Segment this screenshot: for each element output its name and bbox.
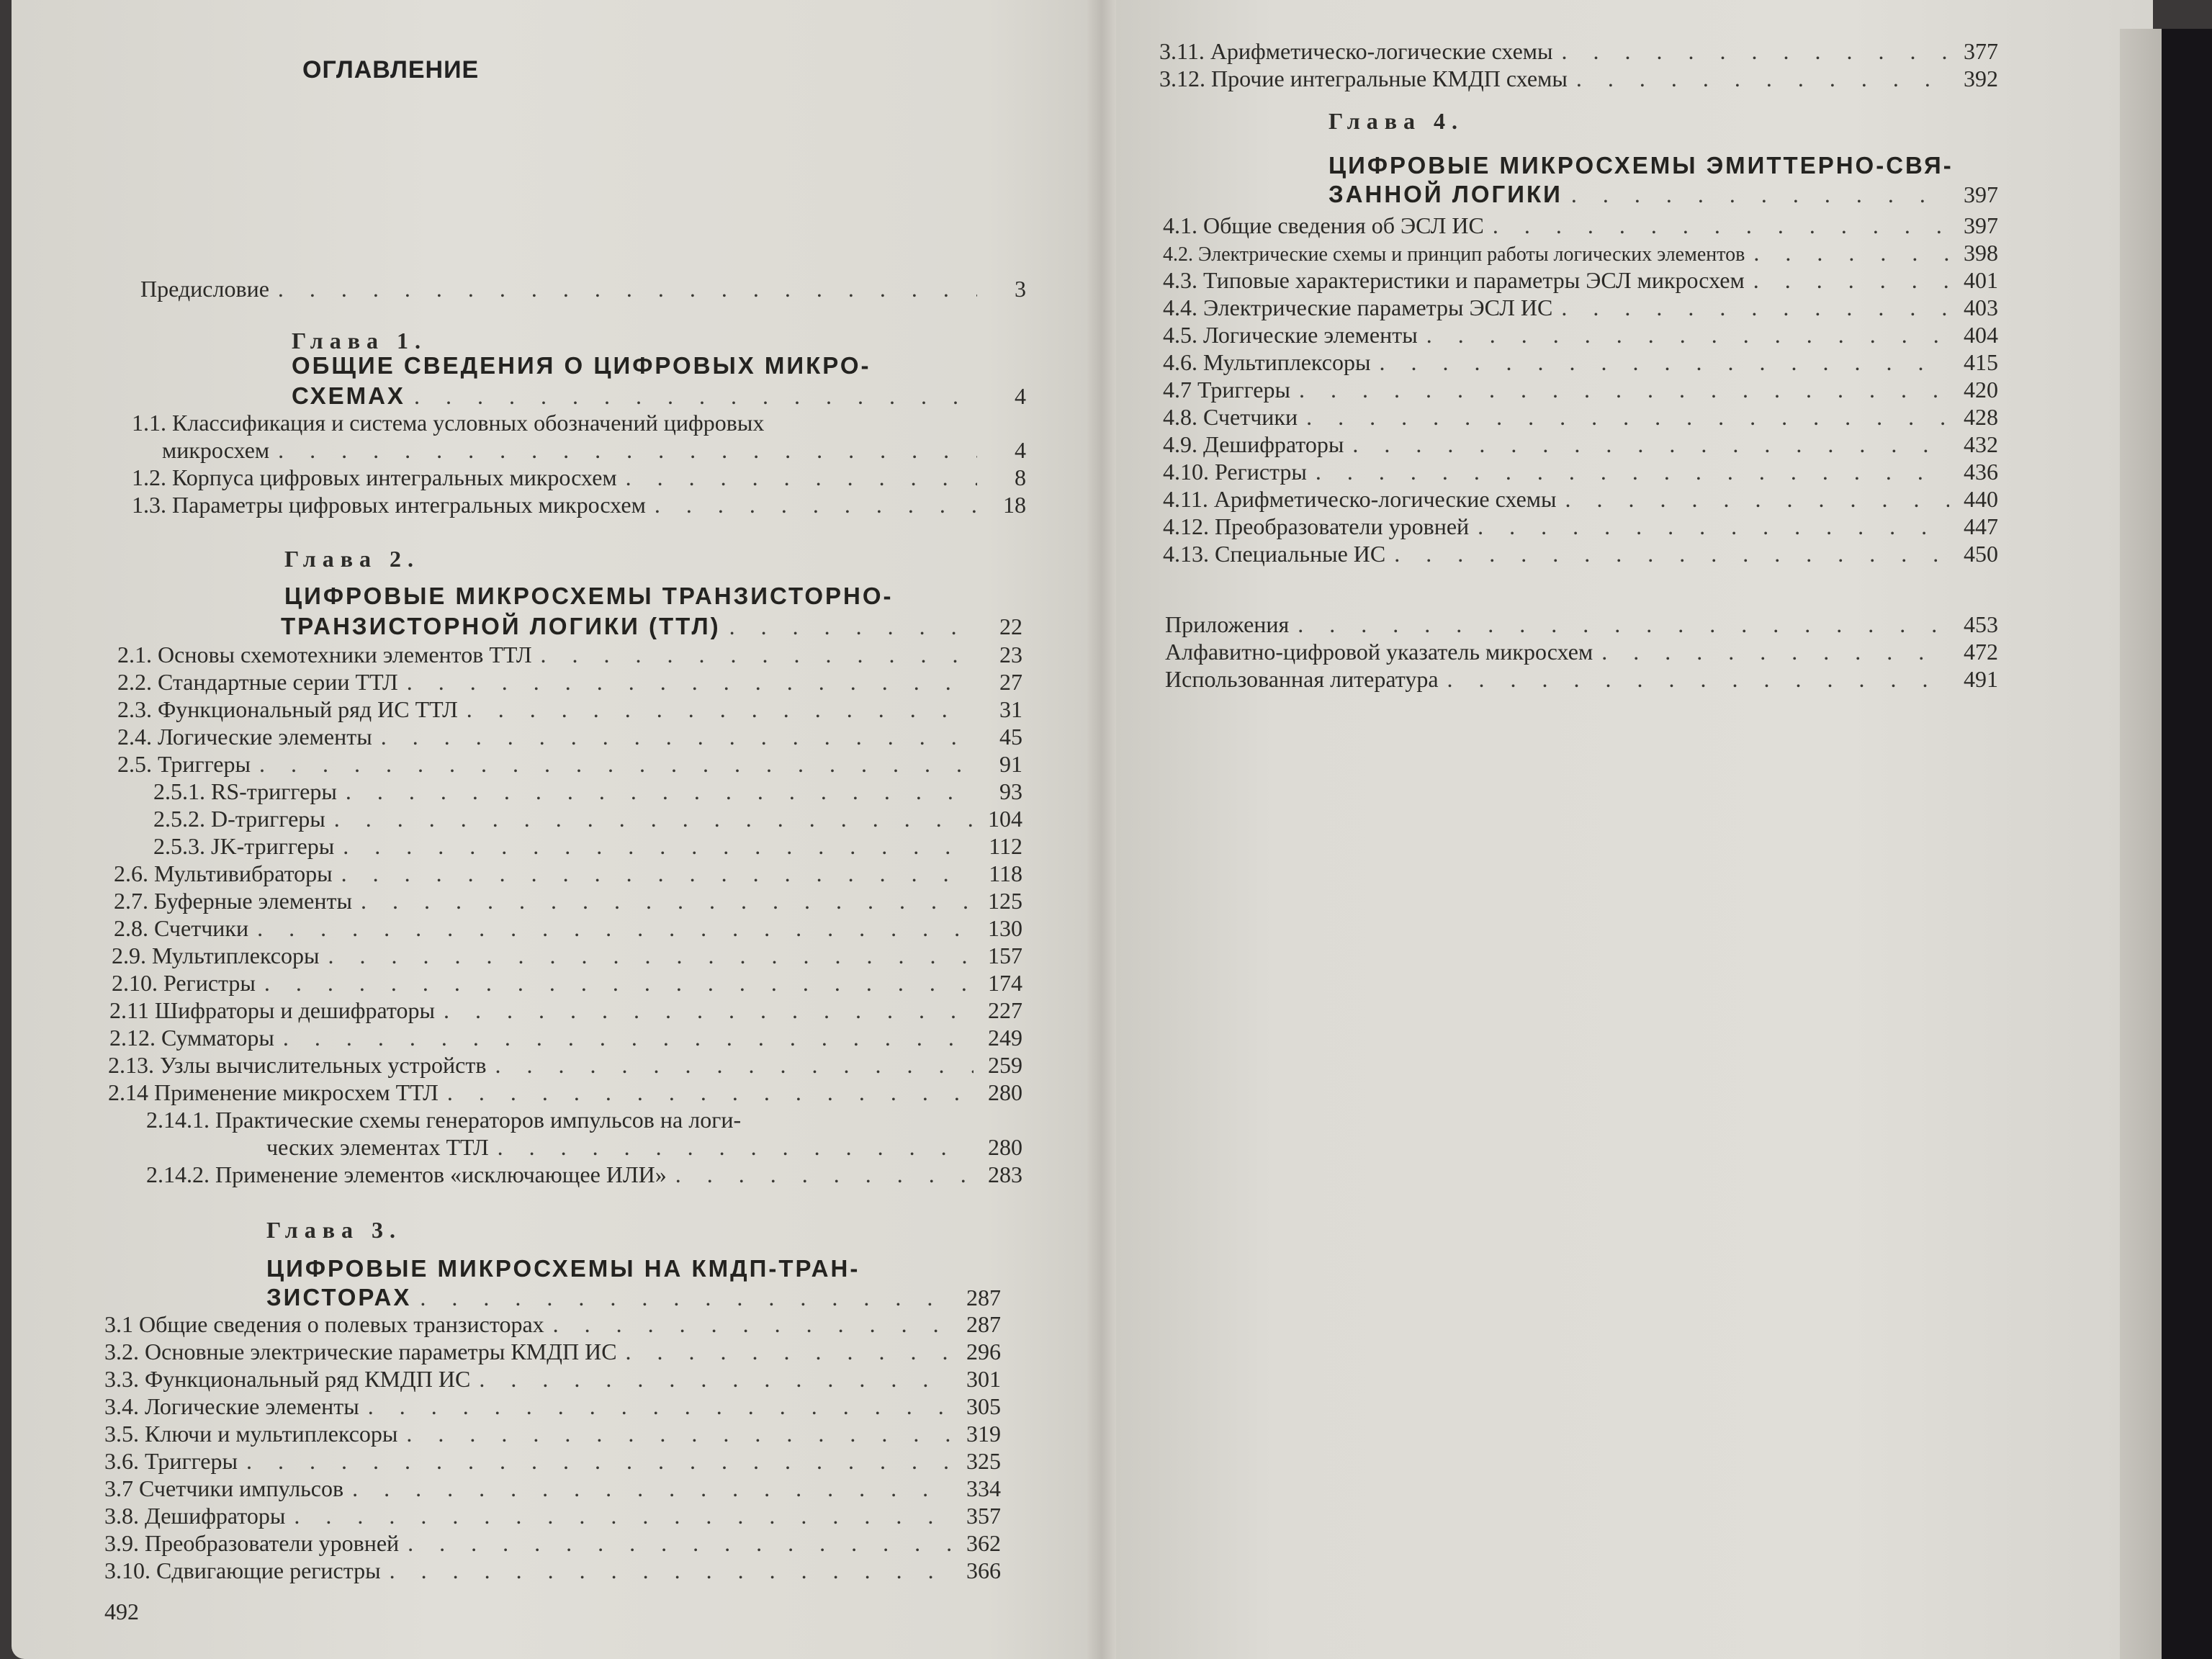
toc-entry-4-2: 4.2. Электрические схемы и принцип работы логических элементов . . . 398 — [1163, 239, 1998, 269]
chapter-3-heading-line2: ЗИСТОРАХ . . . 287 — [266, 1283, 1001, 1312]
toc-entry-index: Алфавитно-цифровой указатель микросхем . . . 472 — [1165, 638, 1998, 665]
toc-entry-2-5: 2.5. Триггеры . . . 91 — [117, 750, 1022, 778]
toc-entry-3-1: 3.1 Общие сведения о полевых транзисторах . . . 287 — [104, 1310, 1001, 1338]
toc-entry-3-11: 3.11. Арифметическо-логические схемы . . . 377 — [1159, 37, 1998, 65]
toc-entry-3-7: 3.7 Счетчики импульсов . . . 334 — [104, 1475, 1001, 1502]
toc-entry-2-7: 2.7. Буферные элементы . . . 125 — [114, 887, 1022, 914]
toc-entry-2-11: 2.11 Шифраторы и дешифраторы . . . 227 — [109, 997, 1022, 1024]
chapter-4-heading-line2: ЗАННОЙ ЛОГИКИ . . . 397 — [1328, 180, 1998, 209]
toc-entry-4-3: 4.3. Типовые характеристики и параметры ЭСЛ микросхем . . . 401 — [1163, 266, 1998, 294]
toc-entry-2-10: 2.10. Регистры . . . 174 — [112, 969, 1022, 997]
toc-entry-2-4: 2.4. Логические элементы . . . 45 — [117, 723, 1022, 750]
toc-entry-2-5-3: 2.5.3. JK-триггеры . . . 112 — [153, 832, 1022, 860]
toc-title: ОГЛАВЛЕНИЕ — [302, 56, 480, 84]
page-number: 492 — [104, 1599, 139, 1624]
toc-entry-2-9: 2.9. Мультиплексоры . . . 157 — [112, 942, 1022, 969]
toc-entry-2-3: 2.3. Функциональный ряд ИС ТТЛ . . . 31 — [117, 696, 1022, 723]
toc-entry-3-10: 3.10. Сдвигающие регистры . . . 366 — [104, 1557, 1001, 1584]
toc-entry-2-12: 2.12. Сумматоры . . . 249 — [109, 1024, 1022, 1051]
toc-entry-1-1: микросхем . . . 4 — [162, 436, 1026, 464]
toc-entry-4-13: 4.13. Специальные ИС . . . 450 — [1163, 540, 1998, 567]
book-page-edges — [2120, 29, 2162, 1659]
toc-entry-2-5-1: 2.5.1. RS-триггеры . . . 93 — [153, 778, 1022, 805]
toc-entry-4-9: 4.9. Дешифраторы . . . 432 — [1163, 431, 1998, 458]
toc-entry-4-1: 4.1. Общие сведения об ЭСЛ ИС . . . 397 — [1163, 212, 1998, 239]
toc-entry-2-14-1-line1: 2.14.1. Практические схемы генераторов импульсов на логи- — [146, 1107, 742, 1133]
toc-entry-2-13: 2.13. Узлы вычислительных устройств . . . 259 — [108, 1051, 1022, 1079]
toc-entry-3-4: 3.4. Логические элементы . . . 305 — [104, 1393, 1001, 1420]
toc-entry-4-4: 4.4. Электрические параметры ЭСЛ ИС . . . 403 — [1163, 294, 1998, 321]
chapter-1-heading-line2: СХЕМАХ . . . 4 — [292, 382, 1026, 410]
chapter-2-heading-line1: ЦИФРОВЫЕ МИКРОСХЕМЫ ТРАНЗИСТОРНО- — [284, 583, 894, 609]
book-cover — [2162, 29, 2212, 1659]
toc-entry-4-11: 4.11. Арифметическо-логические схемы . . . 440 — [1163, 485, 1998, 513]
toc-entry-preface: Предисловие . . . 3 — [140, 275, 1026, 302]
toc-entry-3-8: 3.8. Дешифраторы . . . 357 — [104, 1502, 1001, 1529]
toc-entry-2-6: 2.6. Мультивибраторы . . . 118 — [114, 860, 1022, 887]
toc-entry-1-1-line1: 1.1. Классификация и система условных обозначений цифровых — [132, 410, 765, 436]
toc-entry-2-14: 2.14 Применение микросхем ТТЛ . . . 280 — [108, 1079, 1022, 1106]
toc-entry-2-14-2: 2.14.2. Применение элементов «исключающее ИЛИ» . . . 283 — [146, 1161, 1022, 1188]
toc-entry-2-14-1: ческих элементах ТТЛ . . . 280 — [266, 1133, 1022, 1161]
toc-entry-3-6: 3.6. Триггеры . . . 325 — [104, 1447, 1001, 1475]
toc-entry-2-1: 2.1. Основы схемотехники элементов ТТЛ . . . 23 — [117, 641, 1022, 668]
toc-entry-4-6: 4.6. Мультиплексоры . . . 415 — [1163, 349, 1998, 376]
toc-entry-3-5: 3.5. Ключи и мультиплексоры . . . 319 — [104, 1420, 1001, 1447]
chapter-3-label: Глава 3. — [266, 1217, 402, 1243]
toc-entry-3-2: 3.2. Основные электрические параметры КМДП ИС . . . 296 — [104, 1338, 1001, 1365]
toc-entry-1-2: 1.2. Корпуса цифровых интегральных микросхем . . . 8 — [132, 464, 1026, 491]
book-gutter — [1087, 0, 1116, 1659]
toc-entry-1-3: 1.3. Параметры цифровых интегральных микросхем . . . 18 — [132, 491, 1026, 518]
chapter-2-label: Глава 2. — [284, 546, 420, 572]
toc-entry-2-2: 2.2. Стандартные серии ТТЛ . . . 27 — [117, 668, 1022, 696]
toc-entry-4-7: 4.7 Триггеры . . . 420 — [1163, 376, 1998, 403]
toc-entry-4-8: 4.8. Счетчики . . . 428 — [1163, 403, 1998, 431]
chapter-1-heading-line1: ОБЩИЕ СВЕДЕНИЯ О ЦИФРОВЫХ МИКРО- — [292, 352, 871, 379]
toc-entry-4-12: 4.12. Преобразователи уровней . . . 447 — [1163, 513, 1998, 540]
toc-entry-4-5: 4.5. Логические элементы . . . 404 — [1163, 321, 1998, 349]
chapter-4-label: Глава 4. — [1328, 108, 1464, 134]
chapter-2-heading-line2: ТРАНЗИСТОРНОЙ ЛОГИКИ (ТТЛ) . . . 22 — [281, 612, 1022, 641]
toc-entry-3-3: 3.3. Функциональный ряд КМДП ИС . . . 301 — [104, 1365, 1001, 1393]
toc-entry-3-12: 3.12. Прочие интегральные КМДП схемы . . . 392 — [1159, 65, 1998, 92]
toc-entry-appendix: Приложения . . . 453 — [1165, 611, 1998, 638]
toc-entry-4-10: 4.10. Регистры . . . 436 — [1163, 458, 1998, 485]
toc-entry-2-5-2: 2.5.2. D-триггеры . . . 104 — [153, 805, 1022, 832]
toc-entry-2-8: 2.8. Счетчики . . . 130 — [114, 914, 1022, 942]
toc-entry-3-9: 3.9. Преобразователи уровней . . . 362 — [104, 1529, 1001, 1557]
chapter-4-heading-line1: ЦИФРОВЫЕ МИКРОСХЕМЫ ЭМИТТЕРНО-СВЯ- — [1328, 152, 1954, 179]
toc-entry-references: Использованная литература . . . 491 — [1165, 665, 1998, 693]
chapter-3-heading-line1: ЦИФРОВЫЕ МИКРОСХЕМЫ НА КМДП-ТРАН- — [266, 1255, 860, 1282]
chapter-1-label: Глава 1. — [292, 328, 427, 354]
